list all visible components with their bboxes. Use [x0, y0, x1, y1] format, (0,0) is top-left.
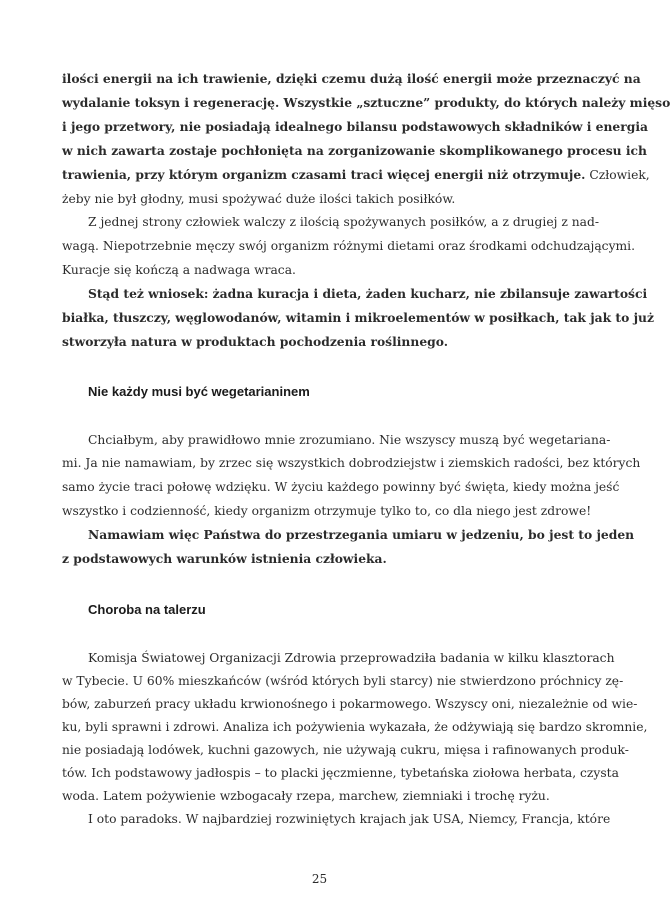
paragraph-line: Chciałbym, aby prawidłowo mnie zrozumiano. Nie wszyscy muszą być wegetariana-: [88, 433, 611, 447]
paragraph-line: białka, tłuszczy, węglowodanów, witamin i mikroelementów w posiłkach, tak jak to już: [62, 310, 654, 325]
paragraph-line: w Tybecie. U 60% mieszkańców (wśród których byli starcy) nie stwierdzono próchnicy zę-: [62, 674, 624, 688]
paragraph-line: stworzyła natura w produktach pochodzenia roślinnego.: [62, 334, 449, 349]
paragraph-line: Namawiam więc Państwa do przestrzegania umiaru w jedzeniu, bo jest to jeden: [88, 527, 635, 542]
paragraph-line: w nich zawarta zostaje pochłonięta na zorganizowanie skomplikowanego procesu ich: [62, 143, 647, 158]
page-number: 25: [311, 872, 328, 886]
paragraph-line: Z jednej strony człowiek walczy z ilością spożywanych posiłków, a z drugiej z nad-: [88, 215, 599, 229]
regular-text: Człowiek,: [585, 168, 650, 182]
paragraph-line: woda. Latem pożywienie wzbogacały rzepa, marchew, ziemniaki i trochę ryżu.: [62, 789, 550, 803]
paragraph-line: wszystko i codzienność, kiedy organizm otrzymuje tylko to, co dla niego jest zdrowe!: [62, 504, 592, 518]
paragraph-line: ilości energii na ich trawienie, dzięki czemu dużą ilość energii może przeznaczyć na: [62, 71, 641, 86]
paragraph-line: tów. Ich podstawowy jadłospis – to placki jęczmienne, tybetańska ziołowa herbata, czysta: [62, 766, 619, 780]
paragraph-line: wydalanie toksyn i regenerację. Wszystkie „sztuczne” produkty, do których należy mięso: [62, 95, 670, 110]
paragraph-line: Stąd też wniosek: żadna kuracja i dieta, żaden kucharz, nie zbilansuje zawartości: [88, 286, 648, 301]
paragraph-line: I oto paradoks. W najbardziej rozwiniętych krajach jak USA, Niemcy, Francja, które: [88, 812, 611, 826]
paragraph-line: [62, 167, 650, 183]
paragraph-line: Komisja Światowej Organizacji Zdrowia przeprowadziła badania w kilku klasztorach: [88, 651, 615, 665]
bold-text: trawienia, przy którym organizm czasami traci więcej energii niż otrzymuje.: [62, 167, 586, 182]
paragraph-line: samo życie traci połowę wdzięku. W życiu każdego powinny być święta, kiedy można jeść: [62, 480, 620, 494]
paragraph-line: i jego przetwory, nie posiadają idealnego bilansu podstawowych składników i energia: [62, 119, 648, 134]
paragraph-line: z podstawowych warunków istnienia człowieka.: [62, 551, 387, 566]
paragraph-line: Kuracje się kończą a nadwaga wraca.: [62, 263, 296, 277]
paragraph-line: żeby nie był głodny, musi spożywać duże ilości takich posiłków.: [62, 192, 456, 206]
paragraph-line: mi. Ja nie namawiam, by zrzec się wszystkich dobrodziejstw i ziemskich radości, bez których: [62, 456, 641, 470]
paragraph-line: nie posiadają lodówek, kuchni gazowych, nie używają cukru, mięsa i rafinowanych produk-: [62, 743, 629, 757]
section-heading: Choroba na talerzu: [88, 602, 206, 617]
paragraph-line: ku, byli sprawni i zdrowi. Analiza ich pożywienia wykazała, że odżywiają się bardzo skromnie,: [62, 720, 648, 734]
paragraph-line: bów, zaburzeń pracy układu krwionośnego i pokarmowego. Wszyscy oni, niezależnie od wie-: [62, 697, 638, 711]
paragraph-line: wagą. Niepotrzebnie męczy swój organizm różnymi dietami oraz środkami odchudzającymi.: [62, 239, 636, 253]
section-heading: Nie każdy musi być wegetarianinem: [88, 384, 310, 399]
